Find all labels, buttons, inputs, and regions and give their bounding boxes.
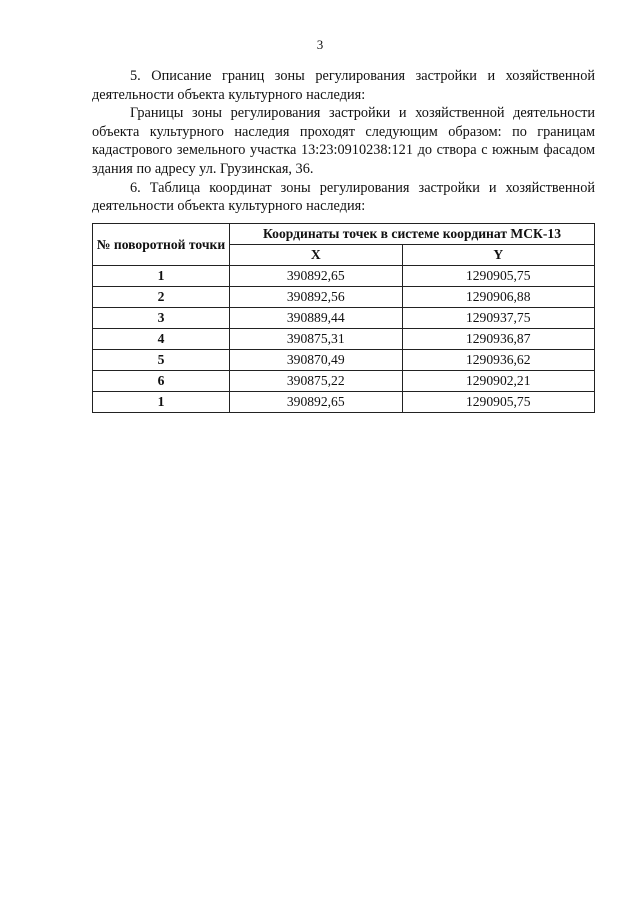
point-number: 6: [93, 371, 230, 392]
page-number: 3: [316, 37, 324, 52]
header-x: X: [230, 245, 403, 266]
coord-y: 1290936,87: [402, 329, 595, 350]
section-5-body: Границы зоны регулирования застройки и хозяйственной деятельности объекта культурного наследия проходят следующим образом: по границам кадастрового земельного участка 13:23:0910238:121 до створа с южным фасадом здания по адресу ул. Грузинская, 36.: [92, 105, 595, 177]
table-header-row: [93, 224, 595, 245]
coord-x: 390875,22: [230, 371, 403, 392]
section-5-heading: 5. Описание границ зоны регулирования застройки и хозяйственной деятельности объекта культурного наследия:: [92, 68, 595, 103]
coord-y: 1290902,21: [402, 371, 595, 392]
point-number: 2: [93, 287, 230, 308]
coord-y: 1290906,88: [402, 287, 595, 308]
header-y: Y: [402, 245, 595, 266]
coord-x: 390870,49: [230, 350, 403, 371]
coord-y: 1290936,62: [402, 350, 595, 371]
section-6-heading: 6. Таблица координат зоны регулирования застройки и хозяйственной деятельности объекта культурного наследия:: [92, 179, 595, 215]
table-row: [93, 392, 595, 413]
coord-x: 390889,44: [230, 308, 403, 329]
header-coordinates: Координаты точек в системе координат МСК-13: [230, 224, 595, 245]
point-number: 3: [93, 308, 230, 329]
table-row: [93, 371, 595, 392]
point-number: 4: [93, 329, 230, 350]
document-body: [92, 67, 595, 216]
coord-x: 390892,56: [230, 287, 403, 308]
table-row: [93, 329, 595, 350]
table-row: [93, 266, 595, 287]
coord-x: 390892,65: [230, 266, 403, 287]
coord-y: 1290905,75: [402, 392, 595, 413]
coord-y: 1290905,75: [402, 266, 595, 287]
point-number: 5: [93, 350, 230, 371]
point-number: 1: [93, 266, 230, 287]
table-row: [93, 308, 595, 329]
header-point-number: № поворотной точки: [93, 224, 230, 266]
coordinates-table: [92, 223, 595, 413]
coord-y: 1290937,75: [402, 308, 595, 329]
coord-x: 390875,31: [230, 329, 403, 350]
point-number: 1: [93, 392, 230, 413]
table-row: [93, 287, 595, 308]
table-row: [93, 350, 595, 371]
coord-x: 390892,65: [230, 392, 403, 413]
